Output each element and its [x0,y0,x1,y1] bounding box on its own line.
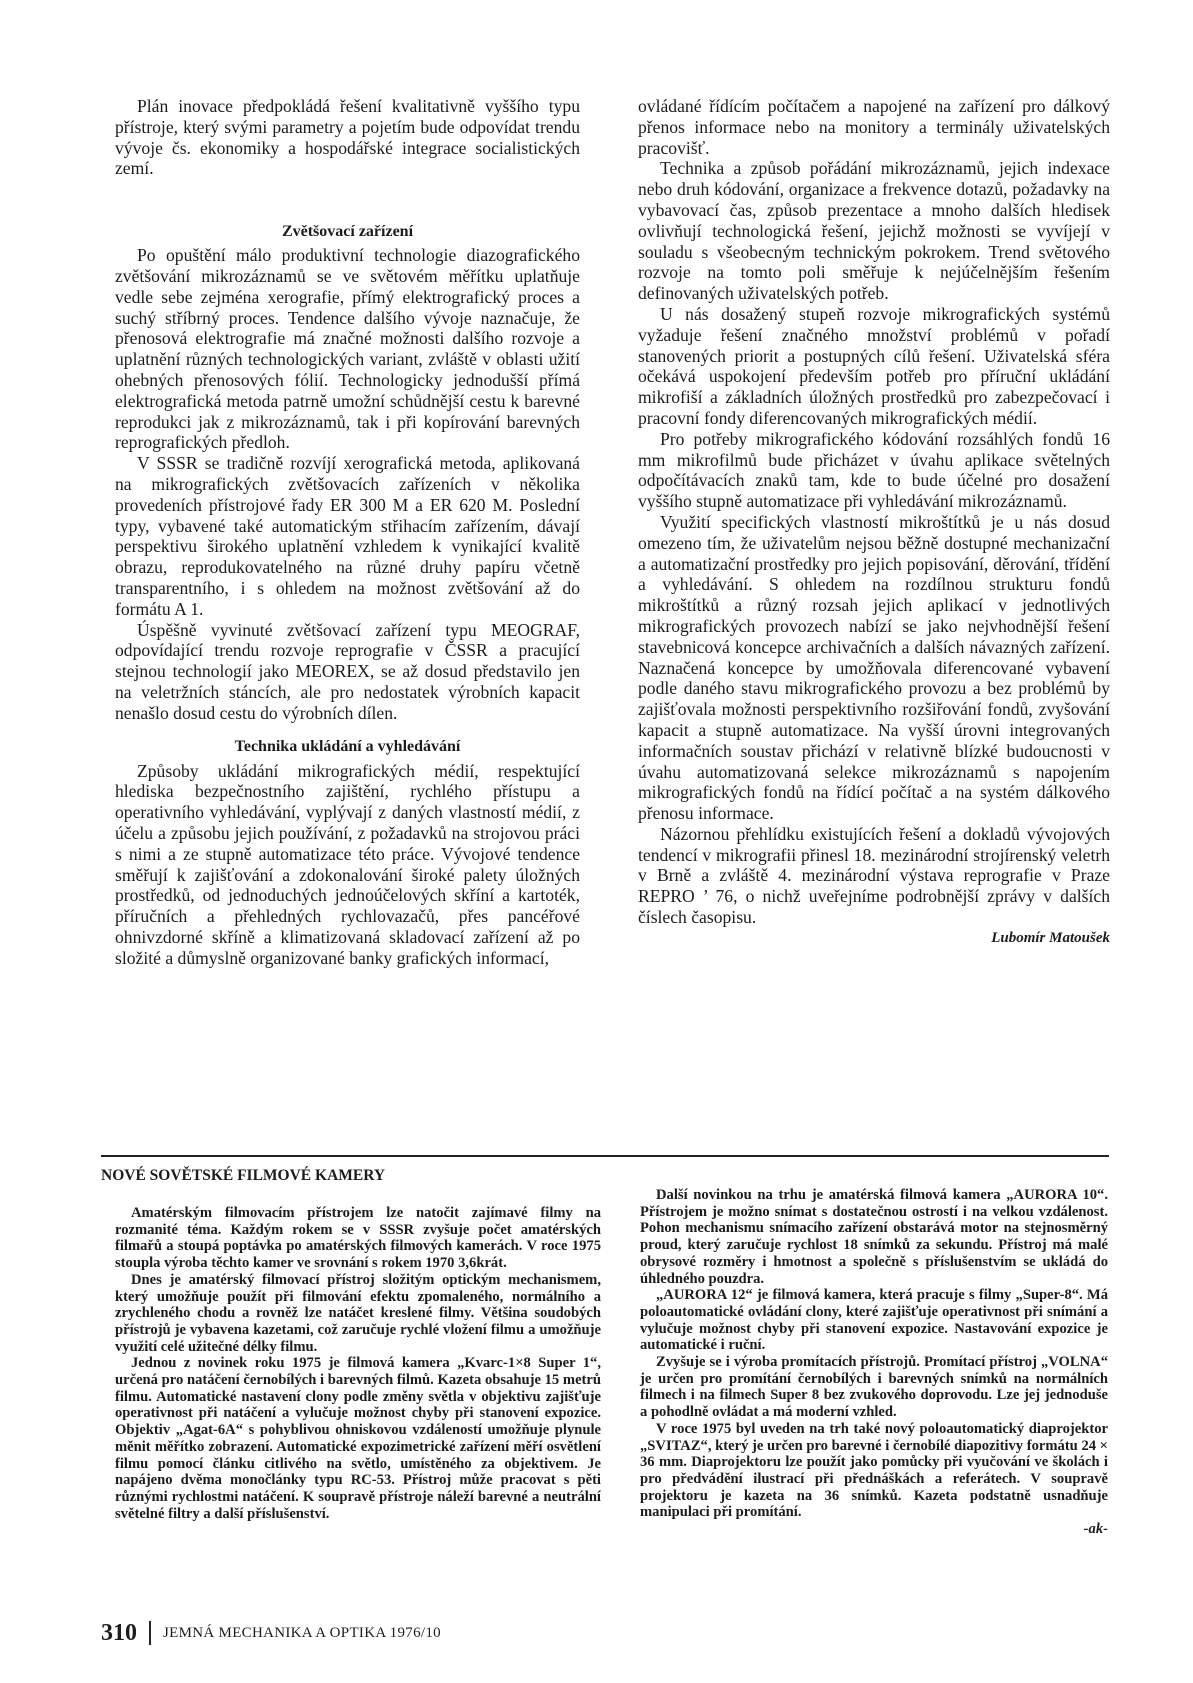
paragraph: Pro potřeby mikrografického kódování rozsáhlých fondů 16 mm mikrofilmů bude přicházet v úvahu aplikace světelných odpočítávacích znaků tam, kde to bude účelné pro dosažení vyššího stupně automatizace při vyhledávání mikrozáznamů. [638,428,1110,512]
page-footer [101,1618,441,1648]
paragraph: Dnes je amatérský filmovací přístroj složitým optickým mechanismem, který umožňuje použít při filmování efektu zpomaleného, normálního a zrychleného chodu a rovněž lze natáčet kreslené filmy. Většina soudobých přístrojů je vybavena kazetami, což zaručuje rychlé vložení filmu a umožňuje využití celé užitečné délky filmu. [115,1271,601,1355]
paragraph: V SSSR se tradičně rozvíjí xerografická metoda, aplikovaná na mikrografických zvětšovacích zařízeních v několika provedeních přístrojové řady ER 300 M a ER 620 M. Poslední typy, vybavené také automatickým střihacím zařízením, dávají perspektivu širokého uplatnění vzhledem k vynikající kvalitě obrazu, reprodukovatelného na různé druhy papíru včetně transparentního, i s ohledem na možnost zvětšování až do formátu A 1. [115,453,580,619]
article-right-column [638,96,1110,949]
paragraph: Způsoby ukládání mikrografických médií, respektující hlediska bezpečnostního zajištění, rychlého přístupu a operativního vyhledávání, vyplývají z daných vlastností médií, z účelu a způsobu jejich používání, z požadavků na strojovou práci s nimi a ze stupně automatizace této práce. Vývojové tendence směřují k zajišťování a zdokonalování široké palety úložných prostředků, od jednoduchých jednoúčelových skříní a kartoték, příručních a přehledných rychlovazačů, přes pancéřové ohnivzdorné skříně a klimatizovaná skladovací zařízení až po složité a důmyslně organizované banky grafických informací, [115,760,580,968]
paragraph: Další novinkou na trhu je amatérská filmová kamera „AURORA 10“. Přístrojem je možno snímat s dostatečnou ostrostí i na velkou vzdálenost. Pohon mechanismu snímacího zařízení obstarává motor na stejnosměrný proud, který zaručuje rychlost 18 snímků za sekundu. Přístroj má malé obrysové rozměry i hmotnost a společně s příslušenstvím se ukládá do úhledného pouzdra. [640,1187,1108,1287]
paragraph: „AURORA 12“ je filmová kamera, která pracuje s filmy „Super-8“. Má poloautomatické ovládání clony, které zajišťuje operativnost při snímání a vylučuje možnost chyby při stanovení expozice. Nastavování expozice je automatické i ruční. [640,1287,1108,1354]
paragraph: Amatérským filmovacím přístrojem lze natočit zajímavé filmy na rozmanité téma. Každým rokem se v SSSR zvyšuje počet amatérských filmařů a stoupá poptávka po amatérských filmových kamerách. V roce 1975 stoupla výroba těchto kamer ve srovnání s rokem 1970 3,6krát. [115,1205,601,1272]
news-signature: -ak- [1083,1521,1108,1538]
paragraph: Jednou z novinek roku 1975 je filmová kamera „Kvarc-1×8 Super 1“, určená pro natáčení černobílých i barevných filmů. Kazeta obsahuje 15 metrů filmu. Automatické nastavení clony podle změny světla v objektivu zajišťuje operativnost při natáčení a vylučuje možnost chyby při stanovení expozice. Objektiv „Agat-6A“ s pohyblivou ohniskovou vzdáleností umožňuje plynule měnit měřítko zobrazení. Automatické expozimetrické zařízení měří osvětlení filmu pomocí článku citlivého na světlo, umístěného za objektivem. Je napájeno dvěma monočlánky typu RC-53. Přístroj může pracovat s pěti různými rychlostmi natáčení. K soupravě přístroje náleží barevné a neutrální světelné filtry a další příslušenství. [115,1355,601,1522]
paragraph-intro: Plán inovace předpokládá řešení kvalitativně vyššího typu přístroje, který svými parametry a pojetím bude odpovídat trendu vývoje čs. ekonomiky a hospodářské integrace socialistických zemí. [115,96,580,179]
paragraph: Po opuštění málo produktivní technologie diazografického zvětšování mikrozáznamů se ve světovém měřítku uplatňuje vedle sebe zejména xerografie, přímý elektrografický proces a suchý stříbrný proces. Tendence dalšího vývoje naznačuje, že přenosová elektrografie má značné možnosti dalšího rozvoje a uplatnění různých technologických variant, zvláště v oblasti užití ohebných přenosových fólií. Technologicky jednodušší přímá elektrografická metoda patrně umožní schůdnější cestu k barevné reprodukci jak z mikrozáznamů, tak i při kopírování barevných reprografických předloh. [115,245,580,453]
footer-divider [149,1621,151,1645]
paragraph: Zvyšuje se i výroba promítacích přístrojů. Promítací přístroj „VOLNA“ je určen pro promítání černobílých i barevných snímků na normálních filmech i na filmech Super 8 bez zvukového doprovodu. Lze jej jednoduše a pohodlně ovládat a má moderní vzhled. [640,1354,1108,1421]
section-heading-storage: Technika ukládání a vyhledávání [234,737,461,755]
paragraph: Názornou přehlídku existujících řešení a dokladů vývojových tendencí v mikrografii přinesl 18. mezinárodní strojírenský veletrh v Brně a zvláště 4. mezinárodní výstava reprografie v Praze REPRO ’ 76, o nichž uveřejníme podrobnější zprávy v dalších číslech časopisu. [638,823,1110,928]
paragraph-continued: ovládané řídícím počítačem a napojené na zařízení pro dálkový přenos informace nebo na monitory a terminály uživatelských pracovišť. [638,96,1110,158]
news-left-column [115,1205,601,1522]
page-number: 310 [101,1619,137,1646]
news-title: NOVÉ SOVĚTSKÉ FILMOVÉ KAMERY [101,1167,386,1184]
article-left-column [115,96,580,968]
journal-name: JEMNÁ MECHANIKA A OPTIKA 1976/10 [163,1624,441,1641]
paragraph: V roce 1975 byl uveden na trh také nový poloautomatický diaprojektor „SVITAZ“, který je určen pro barevné i černobílé diapozitivy formátu 24 × 36 mm. Diaprojektoru lze použít jako pomůcky při vyučování ve školách i pro předvádění ilustrací při přednáškách a referátech. V soupravě projektoru je kazeta na 36 snímků. Kazeta podstatně usnadňuje manipulaci při promítání. [640,1420,1108,1521]
section-divider [101,1155,1109,1157]
paragraph: U nás dosažený stupeň rozvoje mikrografických systémů vyžaduje řešení značného množství problémů v pořadí stanovených priorit a postupných cílů řešení. Uživatelská sféra očekává uspokojení především potřeb pro příruční ukládání mikrofiší a základních úložných prostředků pro zabezpečovací i pracovní fondy diferencovaných mikrografických médií. [638,303,1110,428]
paragraph: Úspěšně vyvinuté zvětšovací zařízení typu MEOGRAF, odpovídající trendu rozvoje reprografie v ČSSR a pracující stejnou technologií jako MEOREX, se až dosud představilo jen na veletržních stáncích, ale pro nedostatek výrobních kapacit nenašlo dosud cestu do výrobních dílen. [115,619,580,723]
author-signature: Lubomír Matoušek [991,929,1110,946]
paragraph: Využití specifických vlastností mikroštítků je u nás dosud omezeno tím, že uživatelům nejsou běžně dostupné mechanizační a automatizační prostředky pro jejich popisování, děrování, třídění a vyhledávání. S ohledem na rozdílnou strukturu fondů mikroštítků a různý rozsah jejich aplikací v jednotlivých mikrografických provozech nabízí se jako nejvhodnější řešení stavebnicová koncepce archivačních a dalších návazných zařízení. Naznačená koncepce by umožňovala diferencované vybavení podle daného stavu mikrografického provozu a bez problémů by zajišťovala možnosti perspektivního rozšiřování fondů, zvyšování kapacit a stupně automatizace. Na vyšší úrovni integrovaných informačních soustav přichází v relativně blízké budoucnosti v úvahu automatizovaná selekce mikrozáznamů s napojením mikrografických fondů na řídící počítač a na systém dálkového přenosu informace. [638,511,1110,824]
paragraph: Technika a způsob pořádání mikrozáznamů, jejich indexace nebo druh kódování, organizace a frekvence dotazů, požadavky na vybavovací čas, způsob prezentace a mnoho dalších hledisek ovlivňují technologická řešení, jejichž možnosti se vyvíjejí v souladu s všeobecným technickým pokrokem. Trend světového rozvoje na tomto poli směřuje k nejúčelnějším řešením definovaných uživatelských potřeb. [638,158,1110,304]
news-right-column [640,1187,1108,1538]
section-heading-enlargers: Zvětšovací zařízení [281,223,414,241]
